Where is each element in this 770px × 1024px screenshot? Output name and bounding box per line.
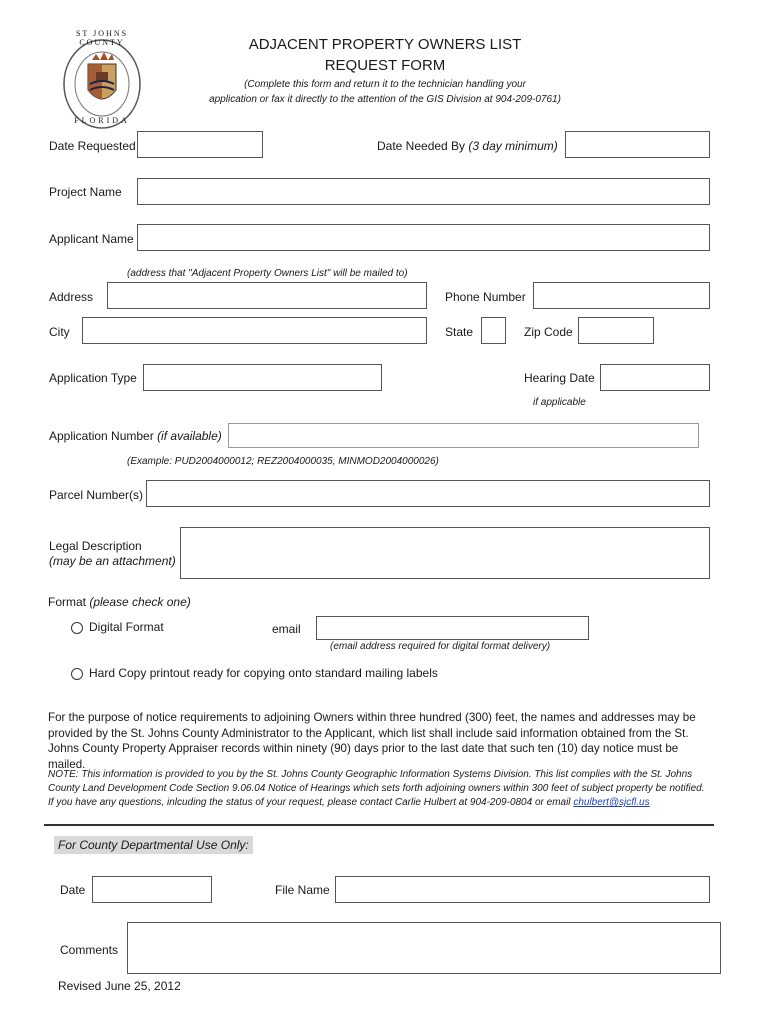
file-name-label: File Name bbox=[275, 883, 330, 897]
application-number-input[interactable] bbox=[228, 423, 699, 448]
form-title-line2: REQUEST FORM bbox=[324, 57, 446, 74]
instructions-line1: (Complete this form and return it to the technician handling your bbox=[244, 79, 526, 90]
gis-note-line1: NOTE: This information is provided to you by the St. Johns County Geographic Information Systems Division. This list complies with the St. Johns bbox=[48, 769, 693, 780]
legal-description-input[interactable] bbox=[180, 527, 710, 579]
application-number-note: (if available) bbox=[157, 429, 222, 443]
hearing-date-note: if applicable bbox=[533, 397, 586, 408]
file-name-input[interactable] bbox=[335, 876, 710, 903]
legal-description-note: (may be an attachment) bbox=[49, 554, 176, 568]
comments-label: Comments bbox=[60, 943, 119, 957]
revised-date: Revised June 25, 2012 bbox=[58, 979, 181, 993]
phone-label: Phone Number bbox=[445, 290, 526, 304]
date-needed-label bbox=[377, 139, 558, 153]
seal-bottom-text: FLORIDA bbox=[74, 116, 130, 125]
date-requested-input[interactable] bbox=[137, 131, 263, 158]
zip-input[interactable] bbox=[578, 317, 654, 344]
address-input[interactable] bbox=[107, 282, 427, 309]
application-number-label-text: Application Number bbox=[49, 429, 158, 443]
county-date-input[interactable] bbox=[92, 876, 212, 903]
instructions-line2: application or fax it directly to the attention of the GIS Division at 904-209-0761) bbox=[209, 94, 561, 105]
applicant-name-label: Applicant Name bbox=[49, 232, 134, 246]
application-example: (Example: PUD2004000012; REZ2004000035, MINMOD2004000026) bbox=[127, 456, 439, 467]
hearing-date-input[interactable] bbox=[600, 364, 710, 391]
notice-paragraph bbox=[48, 710, 718, 772]
notice-paragraph-line2: provided by the St. Johns County Administrator to the Applicant, which list shall include said information obtained from the St. bbox=[48, 726, 689, 740]
date-needed-input[interactable] bbox=[565, 131, 710, 158]
county-date-label: Date bbox=[60, 883, 86, 897]
notice-paragraph-line1: For the purpose of notice requirements to adjoining Owners within three hundred (300) feet, the names and addresses may be bbox=[48, 711, 696, 724]
contact-email-link[interactable]: chulbert@sjcfl.us bbox=[573, 797, 650, 808]
form-title-line1: ADJACENT PROPERTY OWNERS LIST bbox=[248, 36, 522, 53]
applicant-name-input[interactable] bbox=[137, 224, 710, 251]
digital-format-label: Digital Format bbox=[89, 620, 164, 634]
county-use-heading: For County Departmental Use Only: bbox=[54, 836, 253, 854]
zip-label: Zip Code bbox=[524, 325, 573, 339]
date-needed-label-text: Date Needed By bbox=[377, 139, 469, 153]
parcel-numbers-label: Parcel Number(s) bbox=[49, 488, 144, 502]
hearing-date-label: Hearing Date bbox=[524, 371, 595, 385]
format-label bbox=[48, 595, 191, 609]
seal-top-text: ST JOHNS COUNTY bbox=[75, 29, 129, 47]
format-label-text: Format bbox=[48, 595, 90, 609]
digital-format-radio[interactable] bbox=[71, 622, 83, 634]
county-use-divider bbox=[44, 824, 714, 826]
city-input[interactable] bbox=[82, 317, 427, 344]
date-requested-label: Date Requested bbox=[49, 139, 136, 153]
project-name-label: Project Name bbox=[49, 185, 122, 199]
phone-input[interactable] bbox=[533, 282, 710, 309]
gis-note-line2: County Land Development Code Section 9.06.04 Notice of Hearings which sets forth adjoining owners within 300 feet of subject property be notified. bbox=[48, 783, 705, 794]
application-number-label bbox=[49, 429, 222, 443]
date-needed-note: (3 day minimum) bbox=[468, 139, 558, 153]
city-label: City bbox=[49, 325, 70, 339]
gis-note-line3 bbox=[48, 796, 718, 810]
state-label: State bbox=[445, 325, 474, 339]
parcel-numbers-input[interactable] bbox=[146, 480, 710, 507]
application-type-input[interactable] bbox=[143, 364, 382, 391]
email-input[interactable] bbox=[316, 616, 589, 640]
legal-description-label: Legal Description bbox=[49, 539, 142, 553]
state-input[interactable] bbox=[481, 317, 506, 344]
project-name-input[interactable] bbox=[137, 178, 710, 205]
application-type-label: Application Type bbox=[49, 371, 137, 385]
address-label: Address bbox=[49, 290, 94, 304]
email-note: (email address required for digital format delivery) bbox=[330, 641, 551, 652]
notice-paragraph-line3: Johns County Property Appraiser records within ninety (90) days prior to the last date that such ten (10) day notice must be mailed. bbox=[48, 742, 679, 771]
hardcopy-label: Hard Copy printout ready for copying onto standard mailing labels bbox=[89, 666, 438, 680]
comments-input[interactable] bbox=[127, 922, 721, 974]
format-note: (please check one) bbox=[89, 595, 191, 609]
address-note: (address that "Adjacent Property Owners List" will be mailed to) bbox=[127, 268, 408, 279]
email-label: email bbox=[272, 622, 301, 636]
gis-note bbox=[48, 768, 718, 810]
gis-note-line3-text: If you have any questions, inlcuding the status of your request, please contact Carlie Hulbert at 904-209-0804 or email bbox=[48, 797, 574, 808]
hardcopy-radio[interactable] bbox=[71, 668, 83, 680]
